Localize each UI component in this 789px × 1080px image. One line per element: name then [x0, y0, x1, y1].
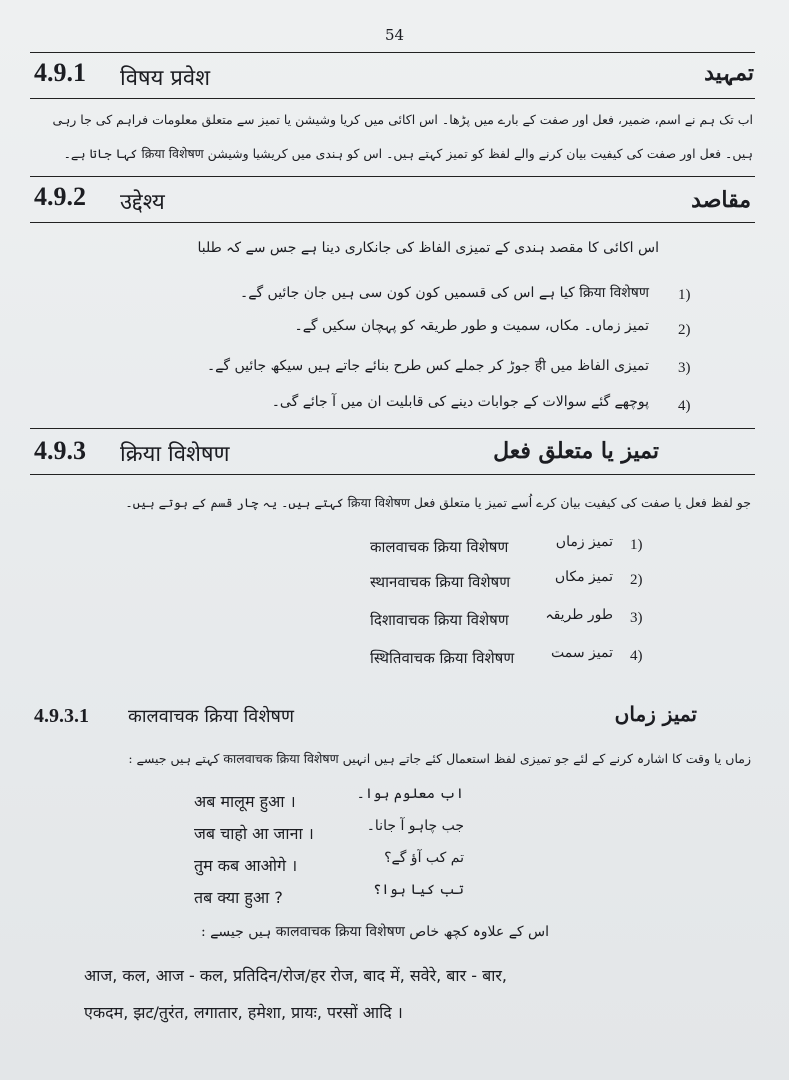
section-title-urdu: تمیز یا متعلق فعل — [493, 438, 659, 464]
list-number: 4) — [678, 398, 691, 414]
body-text: ہیں۔ فعل اور صفت کی کیفیت بیان کرنے والے لفظ کو تمیز کہتے ہیں۔ اس کو ہندی میں کریشیا وشیشن क्रिया विशेषण کہا جاتا ہے۔ — [63, 146, 753, 161]
list-number: 1) — [630, 537, 643, 553]
divider — [30, 428, 755, 429]
section-number: 4.9.1 — [34, 58, 86, 87]
list-number: 1) — [678, 287, 691, 303]
example-hindi: अब मालूम हुआ । — [194, 792, 296, 811]
section-title-urdu: تمہید — [704, 60, 754, 86]
example-urdu: اب معلوم ہوا۔ — [356, 786, 464, 802]
section-number: 4.9.3 — [34, 436, 86, 465]
body-text: اب تک ہم نے اسم، ضمیر، فعل اور صفت کے بارے میں پڑھا۔ اس اکائی میں کریا وشیشن یا تمیز سے متعلق معلومات فراہم کی جا رہی — [52, 112, 753, 127]
section-number: 4.9.2 — [34, 182, 86, 211]
besides-line: اس کے علاوہ کچھ خاص कालवाचक क्रिया विशेषण ہیں جیسے : — [201, 924, 549, 940]
subsection-intro: زماں یا وقت کا اشارہ کرنے کے لئے جو تمیزی لفظ استعمال کئے جاتے ہیں انہیں कालवाचक क्रिया विशेषण کہتے ہیں جیسے : — [128, 751, 751, 766]
objective-intro: اس اکائی کا مقصد ہندی کے تمیزی الفاظ کی جانکاری دینا ہے جس سے کہ طلبا — [197, 240, 659, 256]
example-urdu: جب چاہو آ جانا۔ — [366, 818, 464, 834]
divider — [30, 52, 755, 53]
divider — [30, 176, 755, 177]
divider — [30, 222, 755, 223]
example-hindi: जब चाहो आ जाना । — [194, 824, 314, 843]
list-number: 3) — [630, 610, 643, 626]
list-number: 2) — [630, 572, 643, 588]
subsection-title-urdu: تمیز زماں — [614, 702, 697, 726]
objective-item: क्रिया विशेषण کیا ہے اس کی قسمیں کون کون سی ہیں جان جائیں گے۔ — [240, 285, 649, 301]
page-number: 54 — [384, 26, 405, 44]
objective-item: تمیزی الفاظ میں ही جوڑ کر جملے کس طرح بنائے جاتے ہیں سیکھ جائیں گے۔ — [206, 358, 649, 374]
type-hindi: स्थितिवाचक क्रिया विशेषण — [370, 649, 515, 667]
objective-item: پوچھے گئے سوالات کے جوابات دینے کی قابلیت ان میں آ جائے گی۔ — [271, 394, 649, 410]
type-urdu: طور طریقہ — [545, 607, 613, 623]
example-hindi: तुम कब आओगे । — [194, 856, 298, 875]
example-hindi: तब क्या हुआ ? — [194, 888, 283, 907]
adverb-list: आज, कल, आज - कल, प्रतिदिन/रोज/हर रोज, बाद में, सवेरे, बार - बार, — [84, 966, 507, 985]
objective-item: تمیز زماں۔ مکاں، سمیت و طور طریقہ کو پہچان سکیں گے۔ — [294, 318, 649, 334]
section-title-hindi: उद्देश्य — [120, 190, 165, 215]
example-urdu: تم کب آؤ گے؟ — [384, 850, 464, 866]
type-hindi: कालवाचक क्रिया विशेषण — [370, 538, 509, 556]
type-urdu: تمیز زماں — [555, 534, 613, 550]
type-hindi: स्थानवाचक क्रिया विशेषण — [370, 573, 511, 591]
section-title-hindi: विषय प्रवेश — [120, 66, 211, 91]
subsection-number: 4.9.3.1 — [34, 705, 89, 727]
section-title-urdu: مقاصد — [691, 187, 751, 213]
adverb-list: एकदम, झट/तुरंत, लगातार, हमेशा, प्रायः, परसों आदि । — [84, 1003, 403, 1022]
divider — [30, 474, 755, 475]
section-intro: جو لفظ فعل یا صفت کی کیفیت بیان کرے اُسے تمیز یا متعلق فعل क्रिया विशेषण کہتے ہیں۔ یہ چار قسم کے ہوتے ہیں۔ — [125, 495, 751, 510]
divider — [30, 98, 755, 99]
list-number: 3) — [678, 360, 691, 376]
type-hindi: दिशावाचक क्रिया विशेषण — [370, 611, 509, 629]
type-urdu: تمیز مکاں — [554, 569, 613, 585]
section-title-hindi: क्रिया विशेषण — [120, 442, 230, 467]
subsection-title-hindi: कालवाचक क्रिया विशेषण — [128, 706, 294, 727]
list-number: 4) — [630, 648, 643, 664]
list-number: 2) — [678, 322, 691, 338]
example-urdu: تب کیا ہوا؟ — [373, 882, 464, 898]
type-urdu: تمیز سمت — [551, 645, 613, 661]
